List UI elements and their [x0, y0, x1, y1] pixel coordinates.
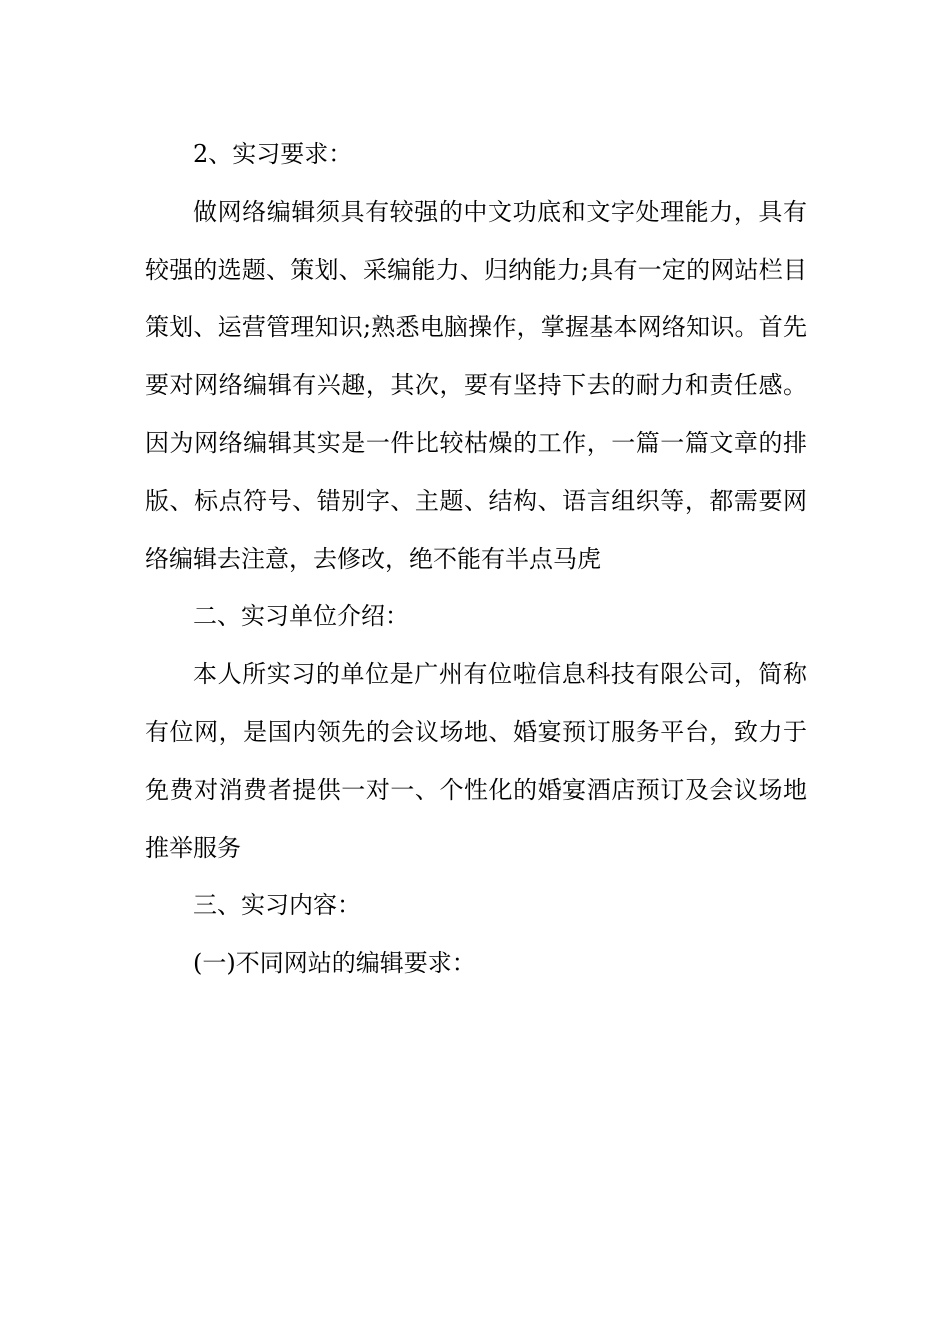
section-heading-requirements: 2、实习要求： [193, 140, 353, 168]
paragraph-unit-intro-body: 本人所实习的单位是广州有位啦信息科技有限公司，简称有位网，是国内领先的会议场地、婚宴预订服务平台，致力于免费对消费者提供一对一、个性化的婚宴酒店预订及会议场地推举服务 [145, 660, 807, 862]
section-heading-unit-intro: 二、实习单位介绍： [193, 602, 409, 631]
subsection-heading-editing-requirements: (一)不同网站的编辑要求： [193, 949, 476, 978]
paragraph-requirements-body: 做网络编辑须具有较强的中文功底和文字处理能力，具有较强的选题、策划、采编能力、归纳能力;具有一定的网站栏目策划、运营管理知识;熟悉电脑操作，掌握基本网络知识。首先要对网络编辑有兴趣，其次，要有坚持下去的耐力和责任感。因为网络编辑其实是一件比较枯燥的工作，一篇一篇文章的排版、标点符号、错别字、主题、结构、语言组织等，都需要网络编辑去注意，去修改，绝不能有半点马虎 [145, 197, 807, 573]
section-heading-content: 三、实习内容： [193, 891, 361, 920]
document-body [145, 126, 807, 993]
